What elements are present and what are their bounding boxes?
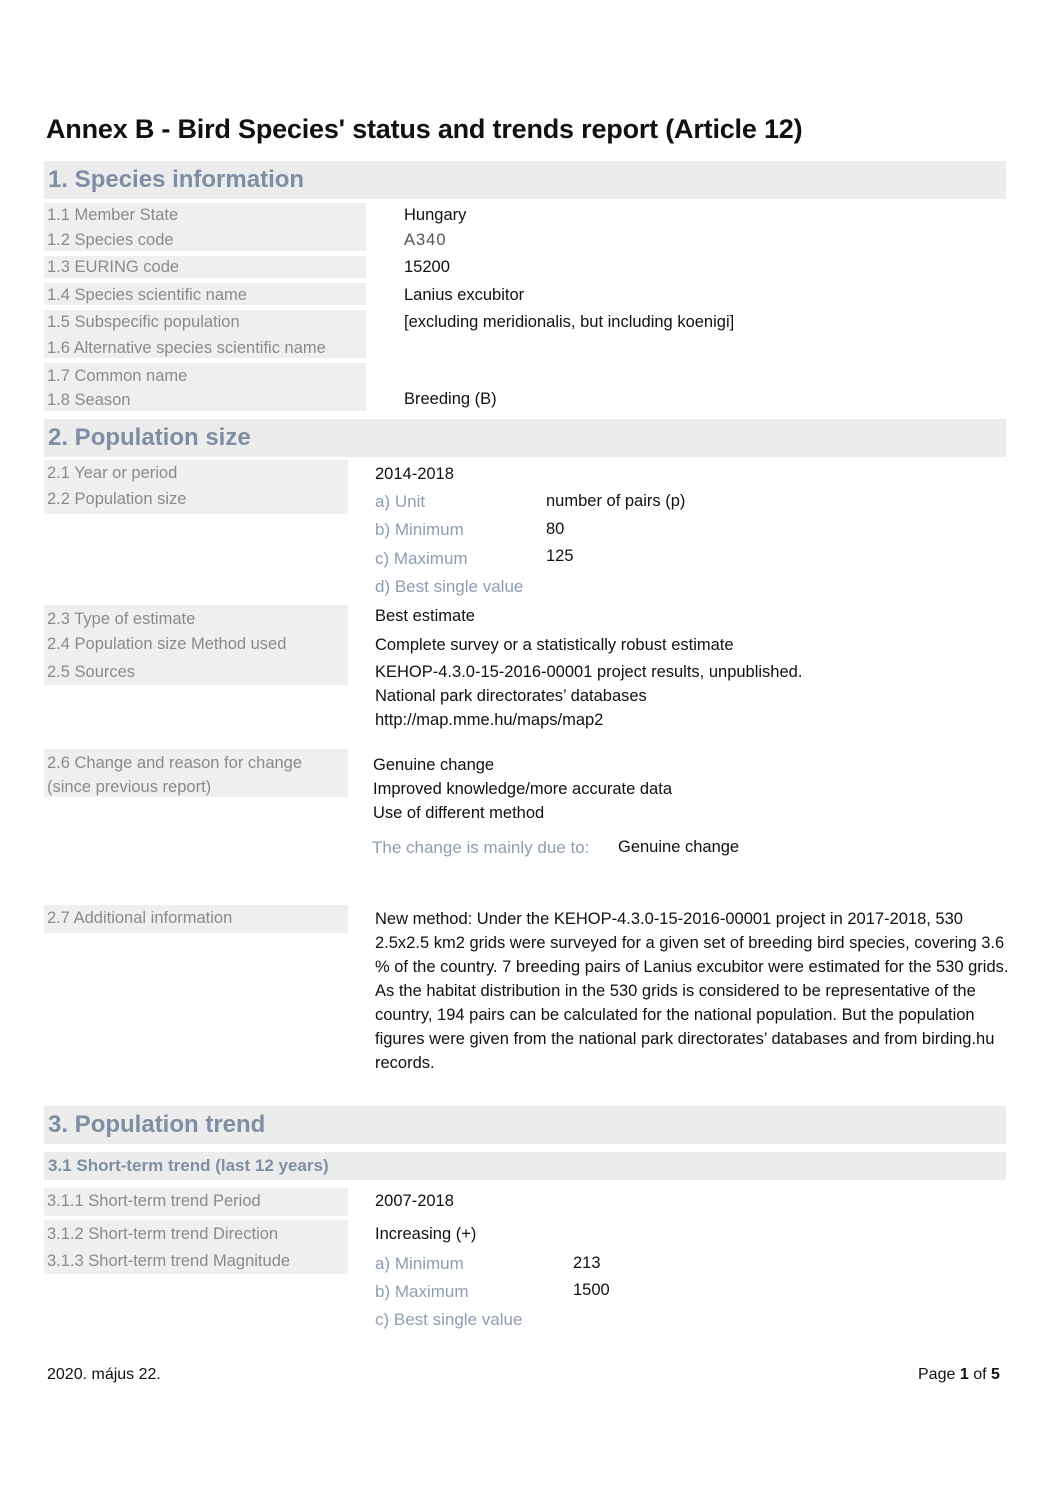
- page-current: 1: [959, 1366, 969, 1383]
- additional-info-label: 2.7 Additional information: [47, 909, 233, 927]
- section-2-header: [44, 419, 1006, 457]
- footer-date: 2020. május 22.: [47, 1366, 161, 1383]
- trend-minimum-value: 213: [573, 1254, 601, 1272]
- page-of: of: [973, 1366, 987, 1383]
- section-3-heading: 3. Population trend: [48, 1111, 266, 1138]
- season-value: Breeding (B): [404, 390, 497, 408]
- trend-magnitude-label: 3.1.3 Short-term trend Magnitude: [47, 1252, 291, 1270]
- minimum-label: b) Minimum: [375, 520, 464, 539]
- additional-info-paragraph: New method: Under the KEHOP-4.3.0-15-2016-00001 project in 2017-2018, 530 2.5x2.5 km2 grids were surveyed for a given set of breeding bird species, covering 3.6 % of the country. 7 breeding pairs of Lanius excubitor were estimated for the 530 grids.: [375, 910, 1009, 976]
- subspecific-population-value: [excluding meridionalis, but including koenigi]: [404, 313, 735, 331]
- change-reason-item: Improved knowledge/more accurate data: [373, 780, 672, 798]
- year-period-value: 2014-2018: [375, 465, 454, 483]
- maximum-label: c) Maximum: [375, 549, 468, 568]
- mainly-due-value: Genuine change: [618, 838, 740, 856]
- section-3-header: [44, 1106, 1006, 1144]
- member-state-value: Hungary: [404, 206, 467, 224]
- estimate-type-value: Best estimate: [375, 607, 475, 625]
- common-name-label: 1.7 Common name: [47, 367, 188, 385]
- unit-value: number of pairs (p): [546, 492, 686, 510]
- mainly-due-label: The change is mainly due to:: [372, 838, 590, 857]
- subspecific-population-label: 1.5 Subspecific population: [47, 313, 240, 331]
- estimate-type-label: 2.3 Type of estimate: [47, 610, 196, 628]
- trend-period-value: 2007-2018: [375, 1192, 454, 1210]
- trend-direction-value: Increasing (+): [375, 1225, 477, 1243]
- scientific-name-label: 1.4 Species scientific name: [47, 286, 247, 304]
- maximum-value: 125: [546, 547, 574, 565]
- trend-maximum-label: b) Maximum: [375, 1282, 469, 1301]
- trend-period-label: 3.1.1 Short-term trend Period: [47, 1192, 261, 1210]
- sources-label: 2.5 Sources: [47, 663, 136, 681]
- scientific-name-value: Lanius excubitor: [404, 286, 525, 304]
- page-total: 5: [990, 1366, 1000, 1383]
- euring-code-label: 1.3 EURING code: [47, 258, 180, 276]
- additional-info-text: [375, 907, 1015, 1075]
- change-reason-label: 2.6 Change and reason for change: [47, 754, 303, 772]
- trend-maximum-value: 1500: [573, 1281, 610, 1299]
- source-line: http://map.mme.hu/maps/map2: [375, 711, 604, 729]
- section-3-1-heading: 3.1 Short-term trend (last 12 years): [48, 1156, 329, 1175]
- unit-label: a) Unit: [375, 492, 426, 511]
- trend-direction-label: 3.1.2 Short-term trend Direction: [47, 1225, 279, 1243]
- change-reason-label-line2: (since previous report): [47, 778, 212, 796]
- source-line: National park directorates’ databases: [375, 687, 647, 705]
- species-code-value: A340: [404, 231, 447, 249]
- section-1-header: [44, 161, 1006, 199]
- euring-code-value: 15200: [404, 258, 450, 276]
- document-title: Annex B - Bird Species' status and trends report (Article 12): [46, 114, 803, 144]
- alternative-name-label: 1.6 Alternative species scientific name: [47, 339, 326, 357]
- season-label: 1.8 Season: [47, 391, 131, 409]
- species-code-label: 1.2 Species code: [47, 231, 174, 249]
- method-used-value: Complete survey or a statistically robust estimate: [375, 636, 734, 654]
- year-period-label: 2.1 Year or period: [47, 464, 178, 482]
- trend-minimum-label: a) Minimum: [375, 1254, 464, 1273]
- trend-best-value-label: c) Best single value: [375, 1310, 523, 1329]
- additional-info-paragraph: As the habitat distribution in the 530 grids is considered to be representative of the country, 194 pairs can be calculated for the national population. But the population figures were given from the national park directorates’ databases and from birding.hu records.: [375, 982, 995, 1072]
- method-used-label: 2.4 Population size Method used: [47, 635, 287, 653]
- population-size-label: 2.2 Population size: [47, 490, 187, 508]
- section-1-heading: 1. Species information: [48, 166, 305, 193]
- member-state-label: 1.1 Member State: [47, 206, 179, 224]
- section-2-heading: 2. Population size: [48, 424, 251, 451]
- page-number: [918, 1366, 1000, 1384]
- minimum-value: 80: [546, 520, 565, 538]
- section-3-1-header: [44, 1152, 1006, 1180]
- change-reason-item: Genuine change: [373, 756, 495, 774]
- page-word: Page: [918, 1366, 956, 1383]
- best-single-value-label: d) Best single value: [375, 577, 524, 596]
- source-line: KEHOP-4.3.0-15-2016-00001 project results, unpublished.: [375, 663, 803, 681]
- change-reason-item: Use of different method: [373, 804, 545, 822]
